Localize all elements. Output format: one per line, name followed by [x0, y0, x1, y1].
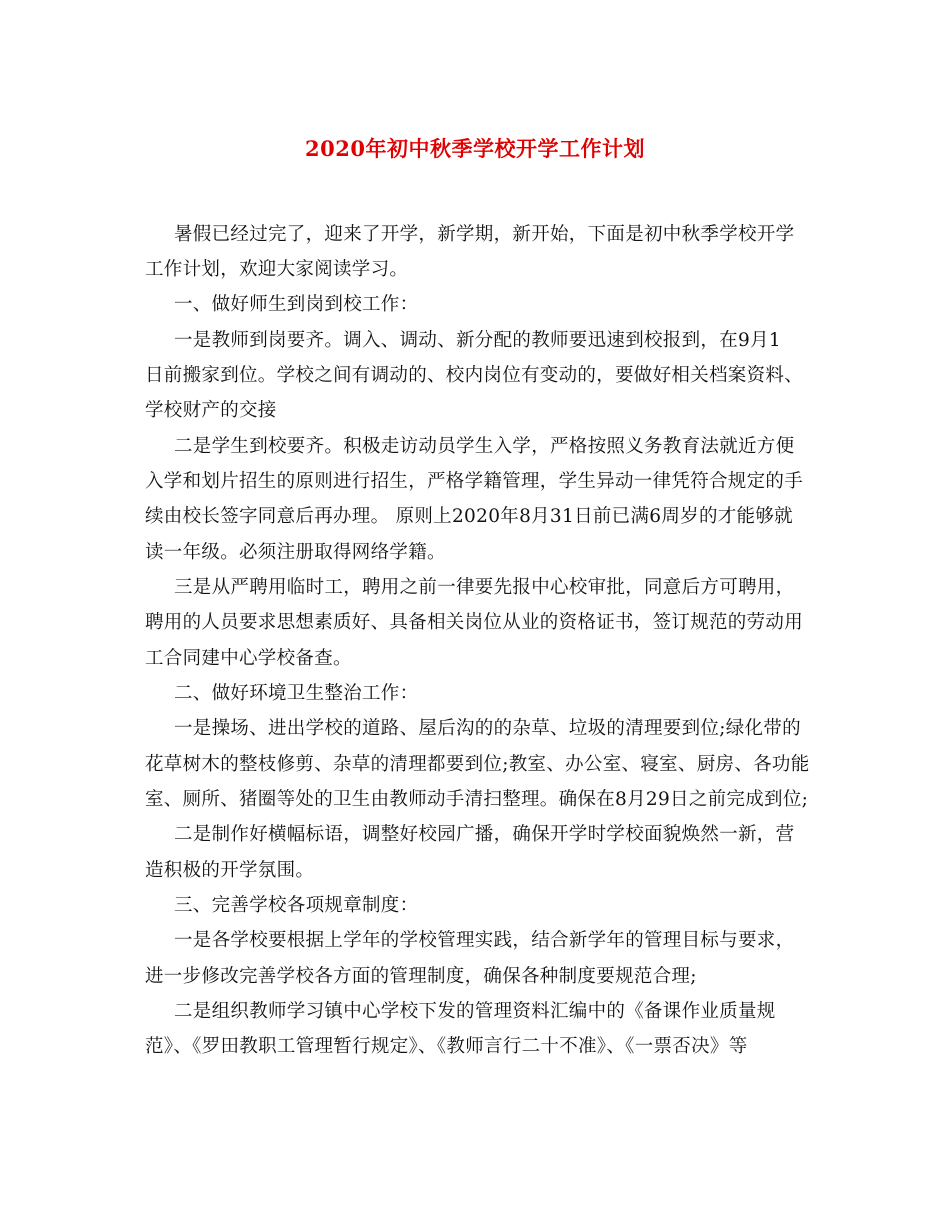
- paragraph-line: 读一年级。必须注册取得网络学籍。: [145, 542, 446, 563]
- paragraph-line: 聘用的人员要求思想素质好、具备相关岗位从业的资格证书，签订规范的劳动用: [145, 612, 804, 633]
- paragraph-line: 室、厕所、猪圈等处的卫生由教师动手清扫整理。确保在8月29日之前完成到位;: [145, 789, 809, 810]
- paragraph-line: 一是教师到岗要齐。调入、调动、新分配的教师要迅速到校报到，在9月1: [174, 330, 781, 351]
- paragraph-line: 工合同建中心学校备查。: [145, 648, 352, 669]
- paragraph-line: 暑假已经过完了，迎来了开学，新学期，新开始，下面是初中秋季学校开学: [174, 224, 795, 245]
- section-heading: 三、完善学校各项规章制度：: [174, 895, 419, 916]
- paragraph-line: 续由校长签字同意后再办理。 原则上2020年8月31日前已满6周岁的才能够就: [145, 506, 793, 527]
- paragraph-line: 学校财产的交接: [145, 400, 277, 421]
- paragraph-line: 三是从严聘用临时工，聘用之前一律要先报中心校审批，同意后方可聘用，: [174, 577, 795, 598]
- section-heading: 一、做好师生到岗到校工作：: [174, 294, 419, 315]
- paragraph-line: 造积极的开学氛围。: [145, 860, 315, 881]
- paragraph-line: 二是学生到校要齐。积极走访动员学生入学，严格按照义务教育法就近方便: [174, 436, 795, 457]
- paragraph-line: 入学和划片招生的原则进行招生，严格学籍管理，学生异动一律凭符合规定的手: [145, 471, 804, 492]
- document-title: 2020年初中秋季学校开学工作计划: [305, 136, 645, 161]
- paragraph-line: 一是各学校要根据上学年的学校管理实践，结合新学年的管理目标与要求，: [174, 930, 795, 951]
- section-heading: 二、做好环境卫生整治工作：: [174, 683, 419, 704]
- paragraph-line: 日前搬家到位。学校之间有调动的、校内岗位有变动的，要做好相关档案资料、: [145, 365, 804, 386]
- paragraph-line: 进一步修改完善学校各方面的管理制度，确保各种制度要规范合理;: [145, 966, 697, 987]
- paragraph-line: 一是操场、进出学校的道路、屋后沟的的杂草、垃圾的清理要到位;绿化带的: [174, 718, 801, 739]
- paragraph-line: 二是制作好横幅标语，调整好校园广播，确保开学时学校面貌焕然一新，营: [174, 824, 795, 845]
- paragraph-line: 花草树木的整枝修剪、杂草的清理都要到位;教室、办公室、寝室、厨房、各功能: [145, 754, 810, 775]
- paragraph-line: 范》、《罗田教职工管理暂行规定》、《教师言行二十不准》、《一票否决》等: [145, 1036, 748, 1057]
- paragraph-line: 工作计划，欢迎大家阅读学习。: [145, 259, 409, 280]
- paragraph-line: 二是组织教师学习镇中心学校下发的管理资料汇编中的《备课作业质量规: [174, 1001, 776, 1022]
